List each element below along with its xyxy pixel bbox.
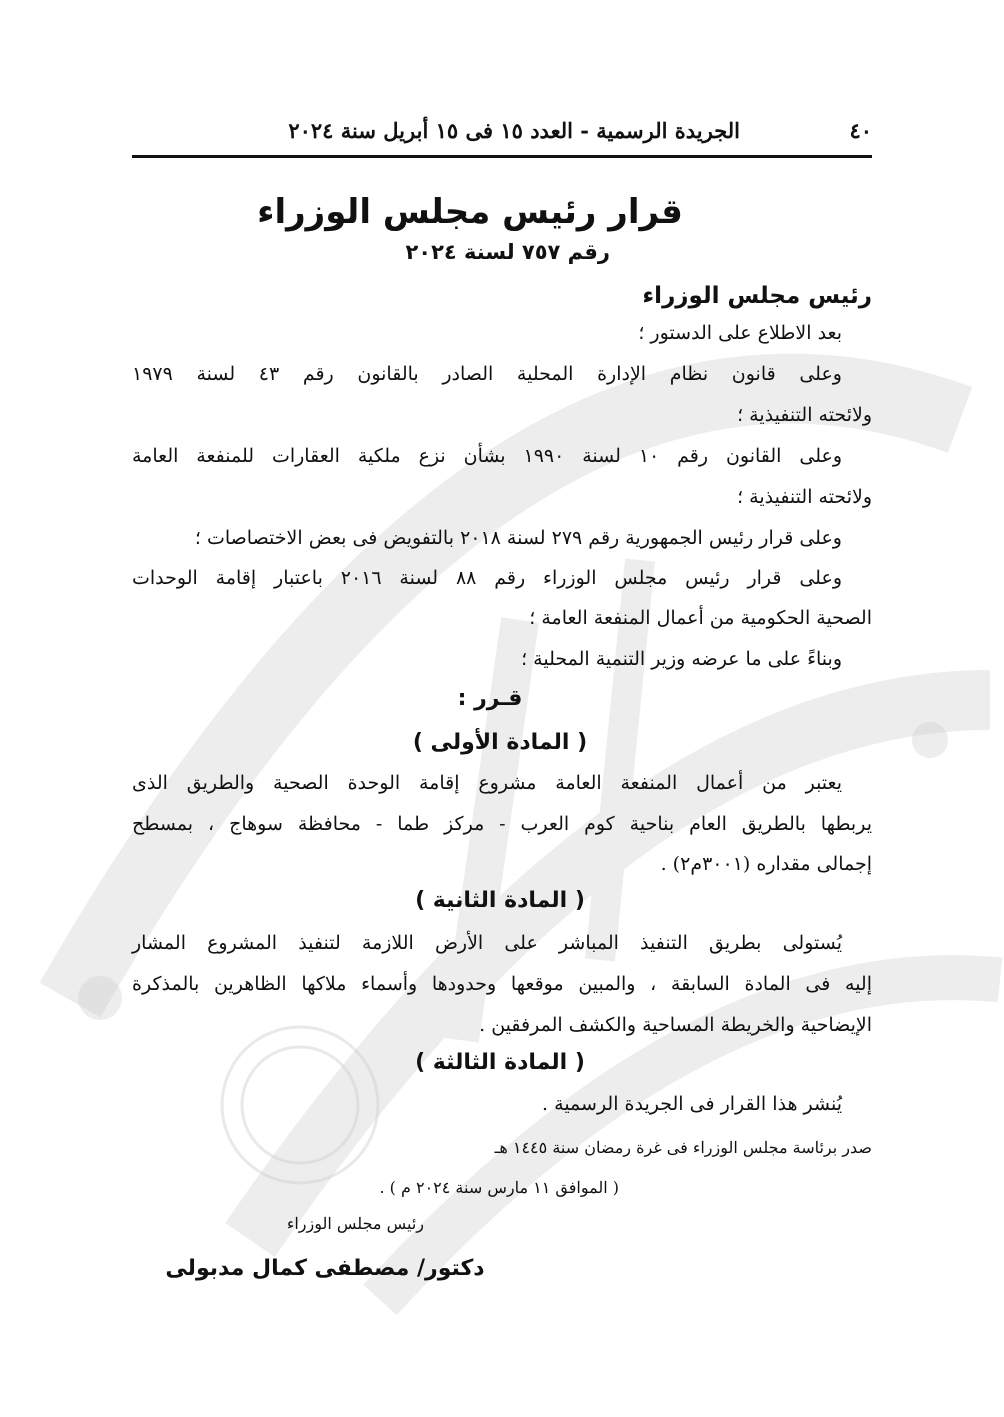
issuer-heading: رئيس مجلس الوزراء	[642, 283, 872, 309]
preamble-line: الصحية الحكومية من أعمال المنفعة العامة ؛	[529, 607, 872, 629]
preamble-line: وعلى قرار رئيس الجمهورية رقم ٢٧٩ لسنة ٢٠١٨ بالتفويض فى بعض الاختصاصات ؛	[194, 527, 842, 549]
preamble-line: وبناءً على ما عرضه وزير التنمية المحلية ؛	[521, 648, 842, 670]
decree-number: رقم ٧٥٧ لسنة ٢٠٢٤	[405, 240, 610, 264]
preamble-line: بعد الاطلاع على الدستور ؛	[638, 322, 842, 344]
article-2-line: إليه فى المادة السابقة ، والمبين موقعها وحدودها وأسماء ملاكها الظاهرين بالمذكرة	[132, 973, 872, 995]
preamble-line: وعلى القانون رقم ١٠ لسنة ١٩٩٠ بشأن نزع ملكية العقارات للمنفعة العامة	[132, 445, 843, 467]
article-1-heading: ( المادة الأولى )	[412, 730, 588, 755]
gazette-header: الجريدة الرسمية - العدد ١٥ فى ١٥ أبريل سنة ٢٠٢٤	[288, 118, 740, 143]
article-1-line: يعتبر من أعمال المنفعة العامة مشروع إقامة الوحدة الصحية والطريق الذى	[132, 772, 842, 794]
article-2-line: يُستولى بطريق التنفيذ المباشر على الأرض اللازمة لتنفيذ المشروع المشار	[132, 932, 842, 954]
article-2-line: الإيضاحية والخريطة المساحية والكشف المرفقين .	[479, 1014, 872, 1036]
decided-heading: قـرر :	[457, 686, 523, 711]
preamble-line: وعلى قرار رئيس مجلس الوزراء رقم ٨٨ لسنة ٢٠١٦ باعتبار إقامة الوحدات	[132, 567, 842, 589]
header-divider	[132, 155, 872, 158]
decree-title: قرار رئيس مجلس الوزراء	[257, 192, 683, 232]
article-3-heading: ( المادة الثالثة )	[415, 1050, 585, 1075]
preamble-line: ولائحته التنفيذية ؛	[737, 486, 872, 508]
page-number: ٤٠	[849, 118, 872, 143]
article-1-line: إجمالى مقداره (٣٠٠١م٢) .	[660, 853, 872, 875]
article-1-line: يربطها بالطريق العام بناحية كوم العرب - مركز طما - محافظة سوهاج ، بمسطح	[132, 813, 872, 835]
article-3-line: يُنشر هذا القرار فى الجريدة الرسمية .	[542, 1093, 842, 1115]
issued-date: صدر برئاسة مجلس الوزراء فى غرة رمضان سنة ١٤٤٥ هـ	[494, 1138, 872, 1157]
preamble-line: ولائحته التنفيذية ؛	[737, 404, 872, 426]
article-2-heading: ( المادة الثانية )	[415, 888, 585, 913]
signer-name: دكتور/ مصطفى كمال مدبولى	[165, 1256, 485, 1281]
preamble-line: وعلى قانون نظام الإدارة المحلية الصادر بالقانون رقم ٤٣ لسنة ١٩٧٩	[132, 363, 842, 385]
signer-title: رئيس مجلس الوزراء	[286, 1214, 424, 1233]
corresponding-date: ( الموافق ١١ مارس سنة ٢٠٢٤ م ) .	[379, 1178, 619, 1197]
